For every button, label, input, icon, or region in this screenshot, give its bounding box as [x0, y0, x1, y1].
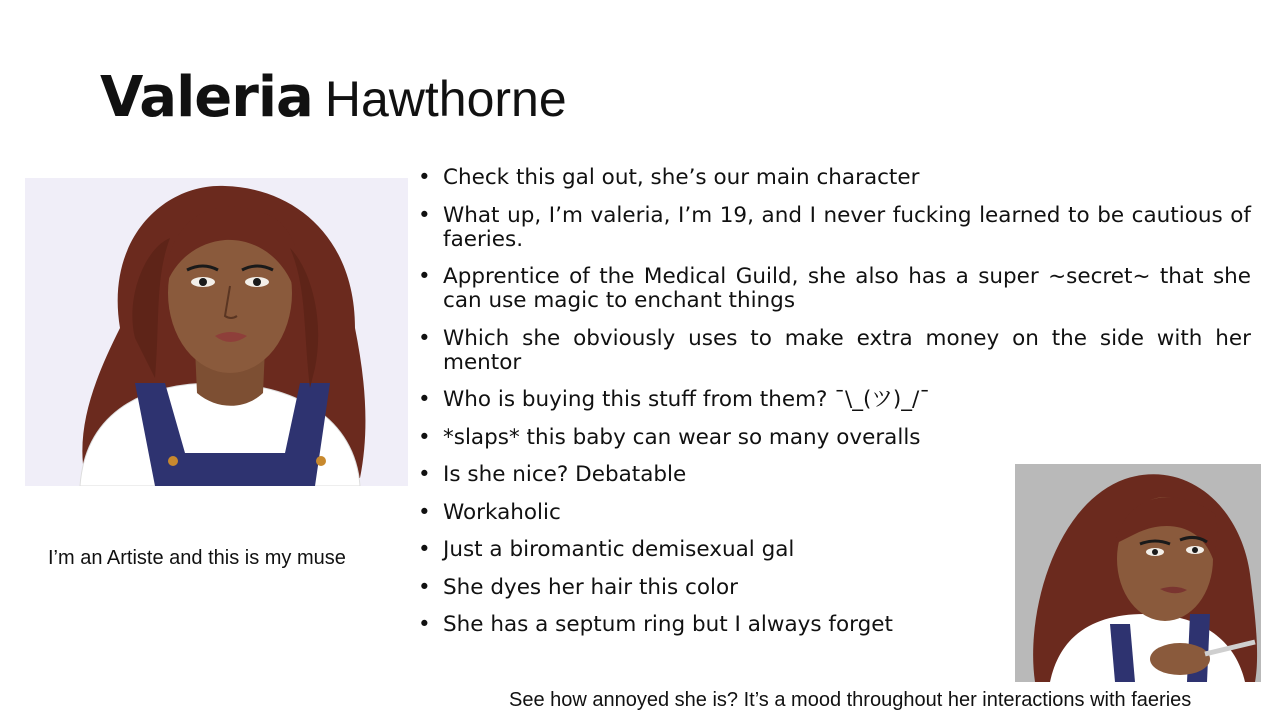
list-item: • Just a biromantic demisexual gal — [418, 538, 1003, 562]
list-item: • Apprentice of the Medical Guild, she also has a super ~secret~ that she can use magic to enchant things — [418, 265, 1251, 313]
list-item: • Who is buying this stuff from them? ¯\_(ツ)_/¯ — [418, 388, 1003, 412]
small-portrait-image — [1015, 464, 1261, 682]
list-item: • Is she nice? Debatable — [418, 463, 1003, 487]
list-item: • *slaps* this baby can wear so many overalls — [418, 426, 1003, 450]
main-portrait-image — [25, 178, 408, 486]
list-item: • Workaholic — [418, 501, 1003, 525]
list-item: • What up, I’m valeria, I’m 19, and I never fucking learned to be cautious of faeries. — [418, 204, 1251, 252]
list-item: • She has a septum ring but I always forget — [418, 613, 1003, 637]
main-portrait-caption: I’m an Artiste and this is my muse — [48, 547, 346, 569]
list-item: • Check this gal out, she’s our main character — [418, 166, 1251, 190]
title-first-name: Valeria — [100, 65, 313, 130]
list-item: • She dyes her hair this color — [418, 576, 1003, 600]
small-portrait-caption: See how annoyed she is? It’s a mood throughout her interactions with faeries — [509, 689, 1192, 711]
title-last-name: Hawthorne — [324, 71, 567, 127]
page-title — [100, 65, 567, 130]
list-item: • Which she obviously uses to make extra money on the side with her mentor — [418, 327, 1251, 375]
